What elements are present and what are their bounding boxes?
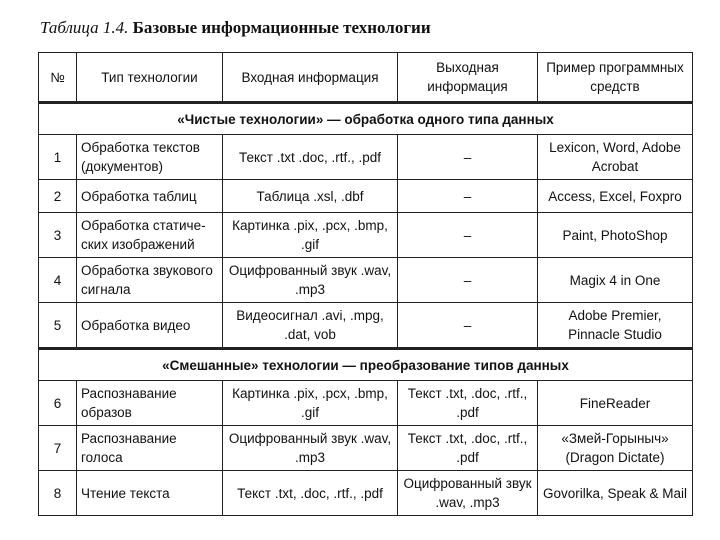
- header-example: Пример программных средств: [538, 53, 693, 103]
- row-type: Обработка видео: [77, 303, 223, 349]
- row-number: 6: [39, 381, 77, 426]
- header-row: [39, 53, 693, 103]
- row-input: Картинка .pix, .pcx, .bmp, .gif: [223, 213, 398, 258]
- header-number: №: [39, 53, 77, 103]
- table-row: [39, 258, 693, 303]
- row-output: Текст .txt, .doc, .rtf., .pdf: [398, 381, 538, 426]
- row-type: Обработка текстов (документов): [77, 135, 223, 180]
- row-number: 7: [39, 426, 77, 471]
- header-output: Выходная информация: [398, 53, 538, 103]
- row-input: Оцифрованный звук .wav, .mp3: [223, 258, 398, 303]
- row-example: FineReader: [538, 381, 693, 426]
- caption-number: Таблица 1.4.: [40, 18, 129, 37]
- row-example: Magix 4 in One: [538, 258, 693, 303]
- table-row: [39, 135, 693, 180]
- row-example: Lexicon, Word, Adobe Acrobat: [538, 135, 693, 180]
- section-title: «Смешанные» технологии — преобразование типов данных: [39, 349, 693, 381]
- row-example: Govorilka, Speak & Mail: [538, 471, 693, 516]
- row-type: Распознавание образов: [77, 381, 223, 426]
- row-number: 5: [39, 303, 77, 349]
- row-input: Таблица .xsl, .dbf: [223, 180, 398, 213]
- row-output: –: [398, 180, 538, 213]
- row-input: Оцифрованный звук .wav, .mp3: [223, 426, 398, 471]
- row-number: 4: [39, 258, 77, 303]
- row-example: «Змей-Горыныч» (Dragon Dictate): [538, 426, 693, 471]
- row-number: 3: [39, 213, 77, 258]
- caption-title: Базовые информационные технологии: [132, 18, 431, 37]
- row-output: –: [398, 303, 538, 349]
- section-title: «Чистые технологии» — обработка одного типа данных: [39, 103, 693, 135]
- technologies-table: [38, 52, 693, 516]
- table-row: [39, 426, 693, 471]
- table-row: [39, 471, 693, 516]
- table-row: [39, 381, 693, 426]
- row-type: Распознавание голоса: [77, 426, 223, 471]
- header-input: Входная информация: [223, 53, 398, 103]
- row-type: Чтение текста: [77, 471, 223, 516]
- table-caption: [40, 18, 431, 38]
- row-output: Оцифрованный звук .wav, .mp3: [398, 471, 538, 516]
- row-type: Обработка статиче-ских изображений: [77, 213, 223, 258]
- row-input: Текст .txt .doc, .rtf., .pdf: [223, 135, 398, 180]
- section-row: [39, 349, 693, 381]
- table-row: [39, 180, 693, 213]
- row-output: Текст .txt, .doc, .rtf., .pdf: [398, 426, 538, 471]
- row-example: Adobe Premier, Pinnacle Studio: [538, 303, 693, 349]
- row-input: Картинка .pix, .pcx, .bmp, .gif: [223, 381, 398, 426]
- row-example: Access, Excel, Foxpro: [538, 180, 693, 213]
- row-number: 2: [39, 180, 77, 213]
- row-input: Текст .txt, .doc, .rtf., .pdf: [223, 471, 398, 516]
- row-output: –: [398, 213, 538, 258]
- row-number: 8: [39, 471, 77, 516]
- row-output: –: [398, 258, 538, 303]
- row-example: Paint, PhotoShop: [538, 213, 693, 258]
- header-type: Тип технологии: [77, 53, 223, 103]
- section-row: [39, 103, 693, 135]
- row-number: 1: [39, 135, 77, 180]
- row-type: Обработка звукового сигнала: [77, 258, 223, 303]
- row-input: Видеосигнал .avi, .mpg, .dat, vob: [223, 303, 398, 349]
- row-output: –: [398, 135, 538, 180]
- table-row: [39, 213, 693, 258]
- table-row: [39, 303, 693, 349]
- row-type: Обработка таблиц: [77, 180, 223, 213]
